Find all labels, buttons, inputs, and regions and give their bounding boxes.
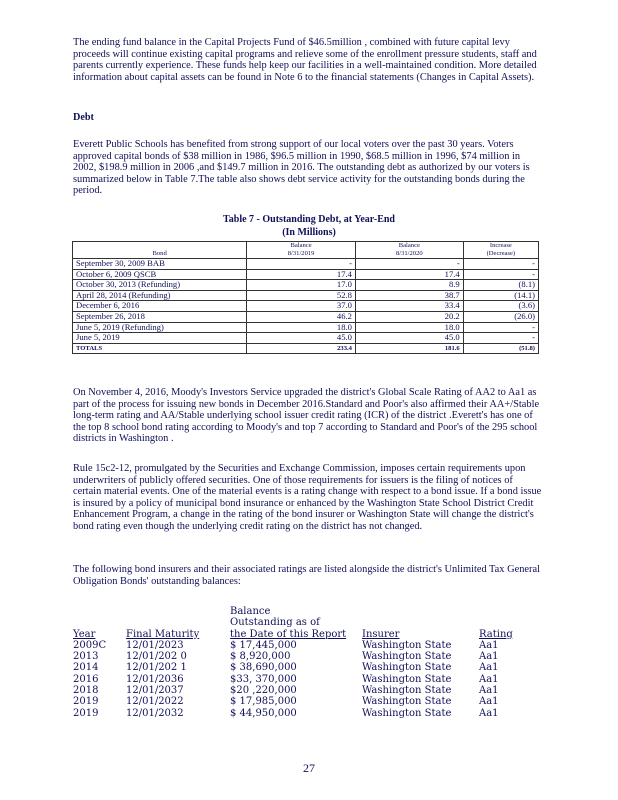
cell-insurer: Washington State <box>362 673 452 685</box>
cell-balance-2019: - <box>247 259 356 270</box>
table-row <box>73 301 539 312</box>
cell-balance-2020: - <box>355 259 463 270</box>
cell-balance-2019: 37.0 <box>247 301 356 312</box>
cell-rating: Aa1 <box>479 707 499 719</box>
cell-balance-2019: 46.2 <box>247 311 356 322</box>
cell-change: (26.0) <box>463 311 538 322</box>
cell-rating: Aa1 <box>479 651 499 663</box>
insurer-row <box>73 685 523 696</box>
cell-rating: Aa1 <box>479 639 499 651</box>
cell-balance-2019: 45.0 <box>247 333 356 344</box>
cell-change: (8.1) <box>463 280 538 291</box>
cell-change: (14.1) <box>463 290 538 301</box>
cell-bond: June 5, 2019 <box>73 333 247 344</box>
table-row <box>73 259 539 270</box>
insurer-row <box>73 674 523 685</box>
header-bond: Bond <box>73 242 247 259</box>
cell-balance-2020: 20.2 <box>355 311 463 322</box>
cell-balance-2020: 8.9 <box>355 280 463 291</box>
cell-insurer: Washington State <box>362 685 452 697</box>
cell-bond: October 30, 2013 (Refunding) <box>73 280 247 291</box>
cell-maturity: 12/01/2022 <box>126 696 184 708</box>
cell-bond: September 26, 2018 <box>73 311 247 322</box>
outstanding-debt-table <box>72 241 539 354</box>
cell-balance: $33, 370,000 <box>230 673 297 685</box>
cell-balance-2020: 45.0 <box>355 333 463 344</box>
cell-maturity: 12/01/2037 <box>126 685 184 697</box>
cell-total-2020: 181.6 <box>355 343 463 354</box>
insurers-header-row <box>73 629 523 640</box>
cell-maturity: 12/01/2036 <box>126 673 184 685</box>
insurer-row <box>73 662 523 673</box>
cell-bond: June 5, 2019 (Refunding) <box>73 322 247 333</box>
cell-balance-2019: 52.8 <box>247 290 356 301</box>
cell-change: - <box>463 259 538 270</box>
debt-heading: Debt <box>73 112 94 123</box>
table-row <box>73 322 539 333</box>
cell-year: 2013 <box>73 651 99 663</box>
cell-bond: April 28, 2014 (Refunding) <box>73 290 247 301</box>
table-row <box>73 311 539 322</box>
cell-year: 2018 <box>73 685 99 697</box>
table-row <box>73 280 539 291</box>
cell-bond: October 6, 2009 QSCB <box>73 269 247 280</box>
debt-paragraph: Everett Public Schools has benefited from strong support of our local voters over the past 30 years. Voters approved capital bonds of $38 million in 1986, $96.5 million in 1990, $68.5 million in 1996, $74 million in 2002, $198.9 million in 2006 ,and $149.7 million in 2016. The outstanding debt as authorized by our voters is summarized below in Table 7.The table also shows debt service activity for the outstanding bonds during the period. <box>73 139 530 197</box>
cell-balance-2020: 38.7 <box>355 290 463 301</box>
cell-rating: Aa1 <box>479 685 499 697</box>
header-year: Year <box>73 628 96 640</box>
cell-maturity: 12/01/202 0 <box>126 651 187 663</box>
cell-maturity: 12/01/2023 <box>126 639 184 651</box>
insurer-row <box>73 640 523 651</box>
cell-balance: $ 44,950,000 <box>230 707 297 719</box>
bond-insurers-table <box>73 606 523 719</box>
cell-balance: $ 17,985,000 <box>230 696 297 708</box>
table-title: Table 7 - Outstanding Debt, at Year-End <box>223 214 395 225</box>
cell-year: 2014 <box>73 662 99 674</box>
cell-balance: $ 17,445,000 <box>230 639 297 651</box>
insurers-header-balance-line2 <box>73 617 523 628</box>
cell-balance-2019: 17.4 <box>247 269 356 280</box>
insurer-row <box>73 651 523 662</box>
cell-change: - <box>463 333 538 344</box>
header-final-maturity: Final Maturity <box>126 628 200 640</box>
cell-change: (3.6) <box>463 301 538 312</box>
cell-total-change: (51.8) <box>463 343 538 354</box>
cell-balance-2019: 18.0 <box>247 322 356 333</box>
header-balance-2020: Balance 8/31/2020 <box>355 242 463 259</box>
cell-balance-2020: 33.4 <box>355 301 463 312</box>
cell-balance: $ 38,690,000 <box>230 662 297 674</box>
cell-rating: Aa1 <box>479 662 499 674</box>
cell-bond: September 30, 2009 BAB <box>73 259 247 270</box>
header-outstanding-label: Outstanding as of <box>230 617 320 629</box>
cell-insurer: Washington State <box>362 639 452 651</box>
table-row <box>73 333 539 344</box>
cell-year: 2009C <box>73 639 107 651</box>
cell-maturity: 12/01/2032 <box>126 707 184 719</box>
header-balance-label: Balance <box>230 606 271 617</box>
capital-projects-paragraph: The ending fund balance in the Capital Projects Fund of $46.5million , combined with future capital levy proceeds will continue existing capital programs and relieve some of the enrollment pressure students, staff and parents currently experience. These funds help keep our facilities in a well-maintained condition. More detailed information about capital assets can be found in Note 6 to the financial statements (Changes in Capital Assets). <box>73 37 537 83</box>
cell-rating: Aa1 <box>479 673 499 685</box>
cell-totals-label: TOTALS <box>73 343 247 354</box>
page-number: 27 <box>303 761 315 775</box>
cell-insurer: Washington State <box>362 696 452 708</box>
cell-balance-2019: 17.0 <box>247 280 356 291</box>
table-row <box>73 290 539 301</box>
cell-balance: $20 ,220,000 <box>230 685 297 697</box>
header-insurer: Insurer <box>362 628 400 640</box>
cell-insurer: Washington State <box>362 707 452 719</box>
table-subtitle: (In Millions) <box>282 227 336 238</box>
insurer-row <box>73 696 523 707</box>
header-balance-date: the Date of this Report <box>230 628 347 640</box>
totals-row <box>73 343 539 354</box>
table-row <box>73 269 539 280</box>
header-increase: Increase (Decrease) <box>463 242 538 259</box>
cell-year: 2019 <box>73 707 99 719</box>
cell-insurer: Washington State <box>362 651 452 663</box>
insurer-row <box>73 708 523 719</box>
table-header-row <box>73 242 539 259</box>
header-rating: Rating <box>479 628 513 640</box>
cell-insurer: Washington State <box>362 662 452 674</box>
header-balance-2019: Balance 8/31/2019 <box>247 242 356 259</box>
cell-balance-2020: 18.0 <box>355 322 463 333</box>
cell-balance: $ 8,920,000 <box>230 651 291 663</box>
cell-change: - <box>463 269 538 280</box>
cell-bond: December 6, 2016 <box>73 301 247 312</box>
cell-change: - <box>463 322 538 333</box>
cell-balance-2020: 17.4 <box>355 269 463 280</box>
insurers-header-balance-line1 <box>73 606 523 617</box>
cell-total-2019: 233.4 <box>247 343 356 354</box>
bond-insurers-paragraph: The following bond insurers and their associated ratings are listed alongside the district's Unlimited Tax General Obligation Bonds' outstanding balances: <box>73 564 540 587</box>
cell-year: 2016 <box>73 673 99 685</box>
cell-maturity: 12/01/202 1 <box>126 662 187 674</box>
rating-paragraph: On November 4, 2016, Moody's Investors Service upgraded the district's Global Scale Rating of AA2 to Aa1 as part of the process for issuing new bonds in December 2016.Standard and Poor's also affirmed their AA+/Stable long-term rating and AA/Stable underlying school issuer credit rating (ICR) of the district .Everett's has one of the top 8 school bond rating according to Moody's and top 7 according to Standard and Poor's of the 295 school districts in Washington . <box>73 387 540 445</box>
rule-15c2-12-paragraph: Rule 15c2-12, promulgated by the Securities and Exchange Commission, imposes certain requirements upon underwriters of publicly offered securities. One of those requirements for issuers is the filing of notices of certain material events. One of the material events is a rating change with respect to a bond issue. If a bond issue is insured by a policy of municipal bond insurance or enhanced by the Washington State School District Credit Enhancement Program, a change in the rating of the bond insurer or Washington State will change the district's bond rating even though the underlying credit rating on the district has not changed. <box>73 463 542 532</box>
cell-rating: Aa1 <box>479 696 499 708</box>
cell-year: 2019 <box>73 696 99 708</box>
